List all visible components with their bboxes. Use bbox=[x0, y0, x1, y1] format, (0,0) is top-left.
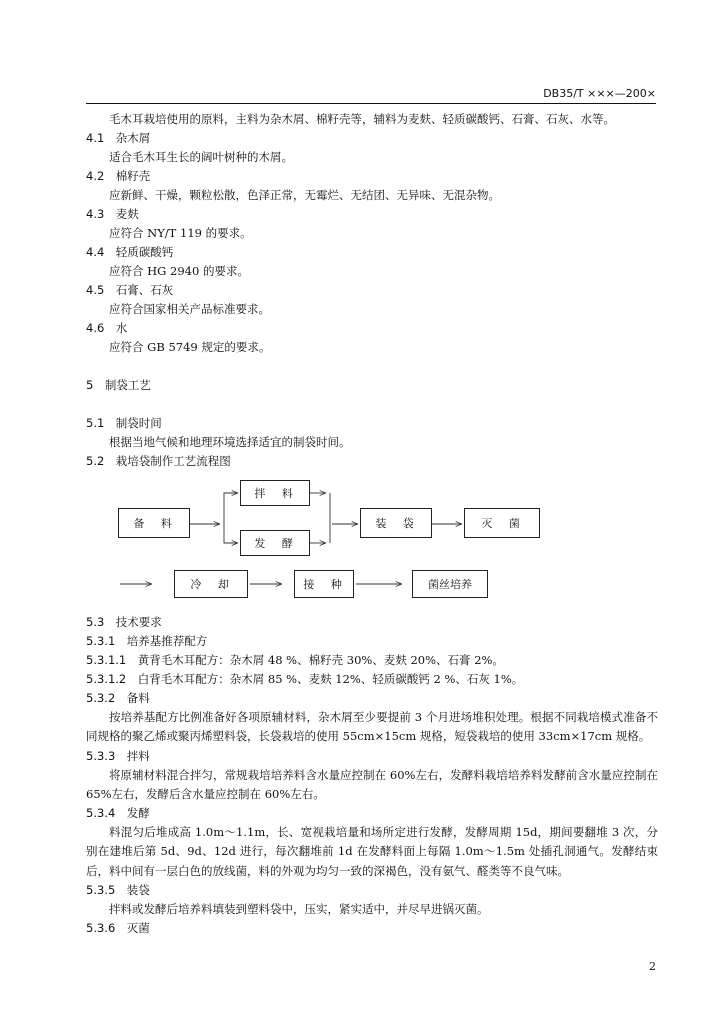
process-flowchart bbox=[86, 471, 658, 613]
heading-4-4 bbox=[86, 243, 658, 262]
heading-5-3-6 bbox=[86, 919, 658, 938]
step-miejun: 灭 菌 bbox=[464, 508, 540, 538]
paragraph-5-3-2: 按培养基配方比例准备好各项原辅材料，杂木屑至少要提前 3 个月进场堆积处理。根据不同栽培模式准备不同规格的聚乙烯或聚丙烯塑料袋，长袋栽培的使用 55cm×15cm 规格，短袋栽培的使用 33cm×17cm 规格。 bbox=[86, 710, 658, 744]
heading-title: 水 bbox=[115, 321, 128, 335]
heading-4-1 bbox=[86, 129, 658, 148]
heading-4-3 bbox=[86, 205, 658, 224]
heading-title: 棉籽壳 bbox=[115, 169, 151, 183]
heading-number: 5 bbox=[86, 378, 94, 392]
heading-4-2 bbox=[86, 167, 658, 186]
paragraph-4-3: 应符合 NY/T 119 的要求。 bbox=[109, 226, 252, 240]
heading-title: 栽培袋制作工艺流程图 bbox=[115, 454, 231, 468]
heading-number: 4.3 bbox=[86, 207, 105, 221]
heading-number: 4.4 bbox=[86, 245, 105, 259]
heading-title: 备料 bbox=[126, 691, 150, 705]
heading-number: 4.6 bbox=[86, 321, 105, 335]
step-junsi: 菌丝培养 bbox=[412, 570, 488, 598]
item-number: 5.3.1.1 bbox=[86, 653, 127, 667]
paragraph-5-1: 根据当地气候和地理环境选择适宜的制袋时间。 bbox=[109, 435, 351, 449]
heading-title: 制袋工艺 bbox=[104, 378, 151, 392]
heading-title: 麦麸 bbox=[115, 207, 139, 221]
heading-number: 5.3.2 bbox=[86, 691, 116, 705]
heading-number: 5.3.3 bbox=[86, 748, 116, 763]
heading-title: 制袋时间 bbox=[115, 416, 162, 430]
heading-5 bbox=[86, 376, 658, 395]
paragraph-4-4: 应符合 HG 2940 的要求。 bbox=[109, 264, 249, 278]
heading-5-3-5 bbox=[86, 881, 658, 900]
heading-5-3-1 bbox=[86, 632, 658, 651]
flowchart-arrows bbox=[86, 471, 658, 613]
heading-number: 5.1 bbox=[86, 416, 105, 430]
item-number: 5.3.1.2 bbox=[86, 672, 127, 686]
step-jiezhong: 接 种 bbox=[294, 570, 354, 598]
item-5-3-1-1 bbox=[86, 651, 658, 670]
paragraph-5-3-4: 料混匀后堆成高 1.0m～1.1m，长、宽视栽培量和场所定进行发酵，发酵周期 15d，期间要翻堆 3 次，分别在建堆后第 5d、9d、12d 进行，每次翻堆前 1d 在发酵料面上每隔 1.0m～1.5m 处插孔洞通气。发酵结束后，料中间有一层白色的放线菌，料的外观为均匀一致的深褐色，没有氨气、醛类等不良气味。 bbox=[86, 825, 658, 878]
step-fajiao: 发 酵 bbox=[240, 530, 310, 556]
step-lengque: 冷 却 bbox=[174, 570, 248, 598]
paragraph-4-1: 适合毛木耳生长的阔叶树种的木屑。 bbox=[109, 150, 293, 164]
heading-number: 5.3.6 bbox=[86, 921, 116, 936]
step-beiliao: 备 料 bbox=[118, 508, 190, 538]
intro-paragraph: 毛木耳栽培使用的原料，主料为杂木屑、棉籽壳等，辅料为麦麸、轻质碳酸钙、石膏、石灰、水等。 bbox=[109, 112, 615, 126]
item-text: 黄背毛木耳配方：杂木屑 48 %、棉籽壳 30%、麦麸 20%、石膏 2%。 bbox=[137, 653, 504, 667]
paragraph-5-3-3: 将原辅材料混合拌匀，常规栽培培养料含水量应控制在 60%左右，发酵料栽培培养料发酵前含水量应控制在 65%左右，发酵后含水量应控制在 60%左右。 bbox=[86, 767, 658, 801]
heading-5-3 bbox=[86, 613, 658, 632]
heading-title: 装袋 bbox=[126, 883, 150, 898]
heading-number: 5.2 bbox=[86, 454, 105, 468]
heading-number: 4.1 bbox=[86, 131, 105, 145]
heading-number: 5.3.4 bbox=[86, 806, 116, 821]
document-code: DB35/T ×××—200× bbox=[543, 87, 656, 100]
heading-5-2 bbox=[86, 452, 658, 471]
heading-number: 4.2 bbox=[86, 169, 105, 183]
heading-4-5 bbox=[86, 281, 658, 300]
heading-title: 发酵 bbox=[126, 806, 150, 821]
step-banliao: 拌 料 bbox=[240, 480, 310, 506]
heading-number: 4.5 bbox=[86, 283, 105, 297]
heading-5-3-3 bbox=[86, 747, 658, 766]
heading-title: 杂木屑 bbox=[115, 131, 151, 145]
heading-number: 5.3.1 bbox=[86, 634, 116, 648]
item-5-3-1-2 bbox=[86, 670, 658, 689]
paragraph-4-5: 应符合国家相关产品标准要求。 bbox=[109, 302, 270, 316]
heading-title: 灭菌 bbox=[126, 921, 150, 936]
heading-5-3-2 bbox=[86, 689, 658, 708]
header-rule bbox=[86, 103, 656, 104]
paragraph-4-2: 应新鲜、干燥，颗粒松散，色泽正常，无霉烂、无结团、无异味、无混杂物。 bbox=[109, 188, 500, 202]
heading-title: 技术要求 bbox=[115, 615, 162, 629]
heading-title: 石膏、石灰 bbox=[115, 283, 174, 297]
heading-title: 拌料 bbox=[126, 748, 150, 763]
heading-5-1 bbox=[86, 414, 658, 433]
heading-title: 轻质碳酸钙 bbox=[115, 245, 174, 259]
step-zhuangdai: 装 袋 bbox=[360, 508, 432, 538]
heading-4-6 bbox=[86, 319, 658, 338]
item-text: 白背毛木耳配方：杂木屑 85 %、麦麸 12%、轻质碳酸钙 2 %、石灰 1%。 bbox=[137, 672, 524, 686]
arrow-to-fajiao bbox=[224, 524, 238, 543]
heading-title: 培养基推荐配方 bbox=[126, 634, 208, 648]
heading-number: 5.3.5 bbox=[86, 883, 116, 898]
paragraph-4-6: 应符合 GB 5749 规定的要求。 bbox=[109, 340, 271, 354]
paragraph-5-3-5: 拌料或发酵后培养料填装到塑料袋中，压实，紧实适中，并尽早进锅灭菌。 bbox=[109, 902, 489, 917]
arrow-to-banliao bbox=[224, 493, 238, 524]
page-number: 2 bbox=[649, 960, 656, 973]
page-content bbox=[86, 110, 658, 938]
heading-5-3-4 bbox=[86, 804, 658, 823]
heading-number: 5.3 bbox=[86, 615, 105, 629]
